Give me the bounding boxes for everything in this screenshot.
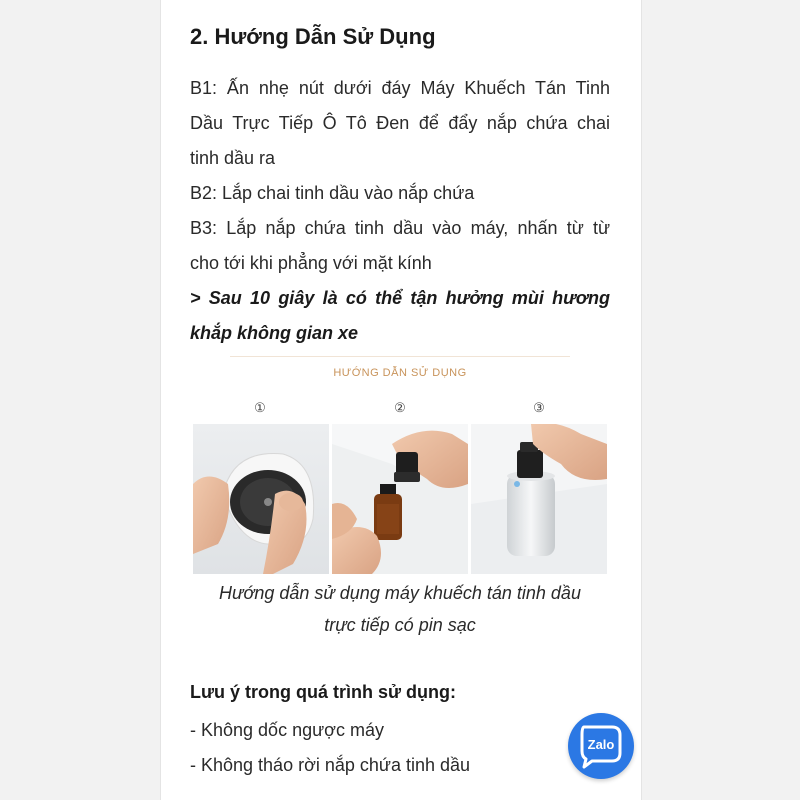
step-b3-line-1: B3: Lắp nắp chứa tinh dầu vào máy, nhấn từ từ [190, 218, 610, 238]
image-caption [190, 577, 610, 641]
step-b1 [190, 71, 610, 176]
result-line-2: khắp không gian xe [190, 323, 359, 343]
caption-line-2: trực tiếp có pin sạc [324, 615, 476, 635]
caption-line-1: Hướng dẫn sử dụng máy khuếch tán tinh dầu [219, 583, 581, 603]
step-2-photo [332, 424, 468, 574]
step-b3-line-2: cho tới khi phẳng với mặt kính [190, 253, 432, 273]
zalo-chat-button[interactable] [568, 713, 634, 779]
step-b1-line-3: tinh dầu ra [190, 148, 276, 168]
step-number-2: ② [394, 400, 406, 415]
guide-image-title: HƯỚNG DẪN SỬ DỤNG [230, 356, 570, 379]
step-1-photo [193, 424, 329, 574]
step-b1-line-1: B1: Ấn nhẹ nút dưới đáy Máy Khuếch Tán Tinh [190, 78, 610, 98]
step-b2-line: B2: Lắp chai tinh dầu vào nắp chứa [190, 183, 475, 203]
step-number-3: ③ [533, 400, 545, 415]
step-3-photo [471, 424, 607, 574]
note-item-2: - Không tháo rời nắp chứa tinh dầu [190, 755, 471, 775]
result-text [190, 281, 610, 351]
step-b3 [190, 211, 610, 281]
zalo-label: Zalo [587, 737, 615, 752]
note-item-1: - Không dốc ngược máy [190, 720, 384, 740]
notes-title: Lưu ý trong quá trình sử dụng: [190, 682, 457, 702]
section-heading: 2. Hướng Dẫn Sử Dụng [190, 24, 436, 49]
result-line-1: > Sau 10 giây là có thể tận hưởng mùi hương [190, 288, 610, 308]
step-b1-line-2: Dầu Trực Tiếp Ô Tô Đen để đẩy nắp chứa chai [190, 113, 610, 133]
step-b2 [190, 176, 610, 211]
step-number-1: ① [254, 400, 266, 415]
